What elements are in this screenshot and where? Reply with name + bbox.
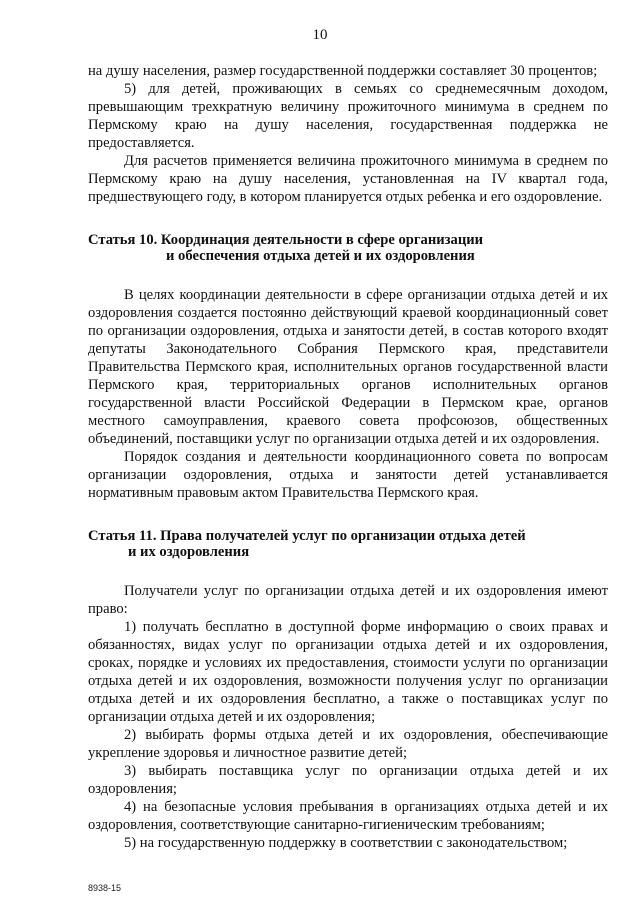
article-10-heading: [88, 232, 608, 264]
article-11-title-line2: и их оздоровления: [128, 544, 250, 560]
paragraph: Для расчетов применяется величина прожиточного минимума в среднем по Пермскому краю на душу населения, установленная на IV квартал года, предшествующего году, в котором планируется отдых ребенка и его оздоровление.: [88, 153, 608, 205]
article-10-title-line2: и обеспечения отдыха детей и их оздоровления: [166, 248, 475, 264]
paragraph: Порядок создания и деятельности координационного совета по вопросам организации оздоровления, отдыха и занятости детей устанавливается нормативным правовым актом Правительства Пермского края.: [88, 449, 608, 501]
list-item: 3) выбирать поставщика услуг по организации отдыха детей и их оздоровления;: [88, 763, 608, 797]
list-item: 4) на безопасные условия пребывания в организациях отдыха детей и их оздоровления, соответствующие санитарно-гигиеническим требованиям;: [88, 799, 608, 833]
paragraph: В целях координации деятельности в сфере организации отдыха детей и их оздоровления создается постоянно действующий краевой координационный совет по организации оздоровления, отдыха и занятости детей, в состав которого входят депутаты Законодательного Собрания Пермского края, представители Правительства Пермского края, исполнительных органов государственной власти Пермского края, территориальных органов исполнительных органов государственной власти Российской Федерации в Пермском крае, органов местного самоуправления, краевого совета профсоюзов, общественных объединений, поставщики услуг по организации отдыха детей и их оздоровления.: [88, 287, 608, 447]
article-11-heading: [88, 528, 608, 560]
paragraph: Получатели услуг по организации отдыха детей и их оздоровления имеют право:: [88, 583, 608, 617]
list-item: 2) выбирать формы отдыха детей и их оздоровления, обеспечивающие укрепление здоровья и личностное развитие детей;: [88, 727, 608, 761]
document-code: 8938-15: [88, 883, 122, 893]
paragraph: на душу населения, размер государственной поддержки составляет 30 процентов;: [88, 63, 598, 79]
article-11-title-line1: Статья 11. Права получателей услуг по организации отдыха детей: [88, 528, 526, 544]
list-item: 1) получать бесплатно в доступной форме информацию о своих правах и обязанностях, видах услуг по организации отдыха детей и их оздоровления, сроках, порядке и условиях их предоставления, стоимости услуги по организации отдыха детей и их оздоровления, возможности получения услуг по организации отдыха детей и их оздоровления бесплатно, а также о поставщиках услуг по организации отдыха детей и их оздоровления;: [88, 619, 608, 725]
article-10-title-line1: Статья 10. Координация деятельности в сфере организации: [88, 232, 484, 248]
page-number: 10: [312, 27, 328, 43]
document-body: [88, 62, 608, 852]
paragraph: 5) для детей, проживающих в семьях со среднемесячным доходом, превышающим трехкратную величину прожиточного минимума в среднем по Пермскому краю на душу населения, государственная поддержка не предоставляется.: [88, 81, 608, 151]
list-item: 5) на государственную поддержку в соответствии с законодательством;: [124, 835, 568, 851]
